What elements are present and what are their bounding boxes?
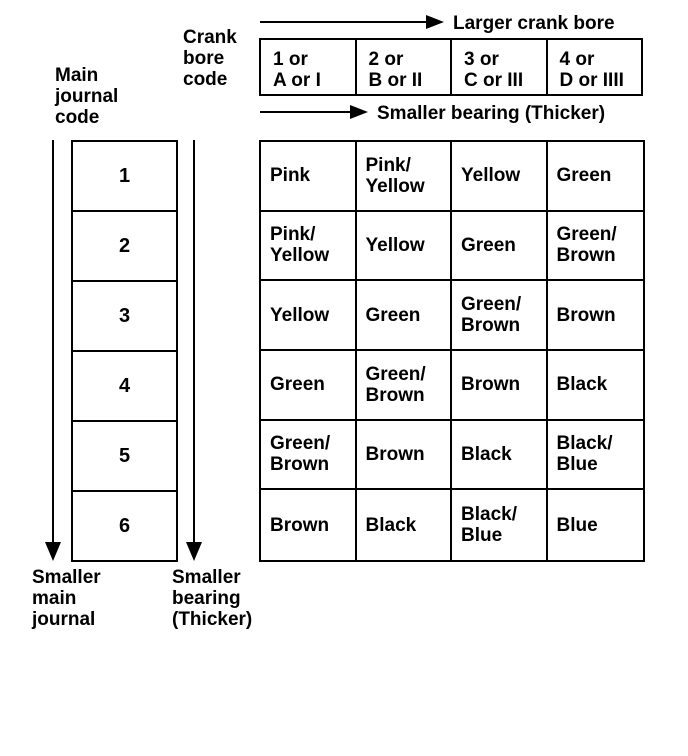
- grid-cell-r4-c1: Green: [261, 351, 357, 421]
- main-journal-code-label: Main journal code: [55, 65, 119, 128]
- grid-cell-r3-c1: Yellow: [261, 281, 357, 351]
- bore-code-4: 4 or D or IIII: [559, 49, 624, 91]
- grid-cell-r5-c3: Black: [452, 421, 548, 491]
- grid-cell-r2-c1: Pink/ Yellow: [261, 212, 357, 282]
- grid-cell-r4-c4: Black: [548, 351, 644, 421]
- grid-cell-r2-c2: Yellow: [357, 212, 453, 282]
- grid-cell-r5-c1: Green/ Brown: [261, 421, 357, 491]
- bearing-color-grid: [259, 140, 645, 562]
- bore-code-3: 3 or C or III: [452, 40, 548, 94]
- journal-code-6: 6: [118, 514, 131, 537]
- grid-cell-r3-c4: Brown: [548, 281, 644, 351]
- journal-code-3: 3: [73, 282, 176, 352]
- grid-cell-r3-c2: Green: [357, 281, 453, 351]
- crank-bore-code-label: Crank bore code: [183, 27, 237, 90]
- grid-cell-r1-c1: Pink: [261, 142, 357, 212]
- grid-cell-r1-c2: Pink/ Yellow: [357, 142, 453, 212]
- journal-code-1: 1: [73, 142, 176, 212]
- grid-cell-r4-c2: Green/ Brown: [357, 351, 453, 421]
- smaller-bearing-arrow-horizontal: [260, 105, 368, 119]
- grid-cell-r2-c4: Green/ Brown: [548, 212, 644, 282]
- smaller-main-journal-label: Smaller main journal: [32, 567, 101, 630]
- smaller-main-journal-arrow: [45, 140, 61, 561]
- journal-code-4: 4: [73, 352, 176, 422]
- main-journal-code-column: [71, 140, 178, 562]
- larger-crank-bore-arrow: [260, 15, 444, 29]
- grid-cell-r5-c4: Black/ Blue: [548, 421, 644, 491]
- smaller-bearing-bottom-label: Smaller bearing (Thicker): [172, 567, 253, 630]
- grid-cell-r5-c2: Brown: [357, 421, 453, 491]
- grid-cell-r6-c3: Black/ Blue: [452, 490, 548, 560]
- grid-cell-r6-c1: Brown: [261, 490, 357, 560]
- bore-code-2: 2 or B or II: [357, 40, 453, 94]
- grid-cell-r1-c4: Green: [548, 142, 644, 212]
- grid-cell-r6-c4: Blue: [556, 514, 598, 536]
- journal-code-5: 5: [73, 422, 176, 492]
- grid-cell-r2-c3: Green: [452, 212, 548, 282]
- grid-cell-r3-c3: Green/ Brown: [452, 281, 548, 351]
- grid-cell-r6-c2: Black: [357, 490, 453, 560]
- larger-crank-bore-label: Larger crank bore: [453, 13, 615, 34]
- crank-bore-code-header: [259, 38, 643, 96]
- smaller-bearing-top-label: Smaller bearing (Thicker): [377, 103, 606, 124]
- grid-cell-r4-c3: Brown: [452, 351, 548, 421]
- smaller-bearing-arrow-vertical: [186, 140, 202, 561]
- grid-cell-r1-c3: Yellow: [452, 142, 548, 212]
- journal-code-2: 2: [73, 212, 176, 282]
- bore-code-1: 1 or A or I: [261, 40, 357, 94]
